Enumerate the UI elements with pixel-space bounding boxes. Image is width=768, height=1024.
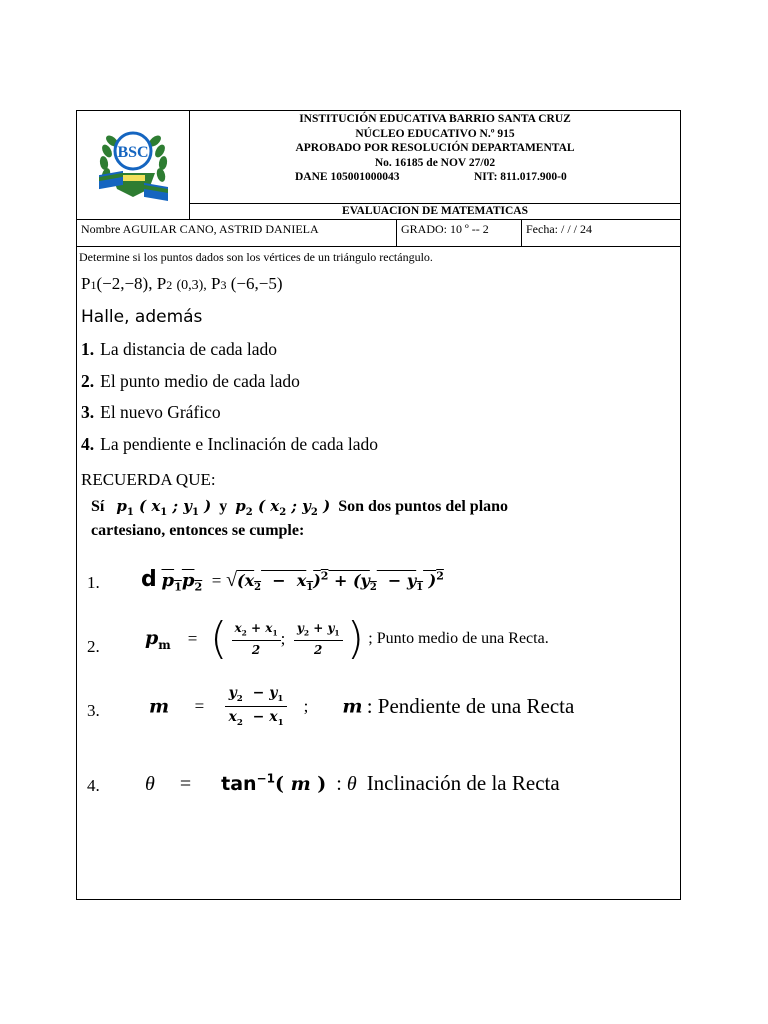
p2-coords: (0,3), bbox=[176, 278, 207, 293]
dane-nit-row bbox=[190, 170, 680, 185]
points-line bbox=[81, 274, 282, 294]
institution-name: INSTITUCIÓN EDUCATIVA BARRIO SANTA CRUZ bbox=[299, 113, 571, 125]
date-field: Fecha: / / / 24 bbox=[526, 222, 592, 236]
p1-sub: 1 bbox=[90, 278, 97, 292]
task-item bbox=[81, 371, 300, 392]
distance-formula bbox=[87, 573, 100, 593]
nit-code: NIT: 811.017.900-0 bbox=[474, 171, 567, 183]
y-word: y bbox=[219, 498, 228, 515]
p2-sub: 2 bbox=[166, 278, 173, 292]
task-number: 2. bbox=[81, 371, 95, 391]
school-logo bbox=[77, 111, 190, 219]
si-word: Sí bbox=[91, 498, 105, 515]
student-info-row bbox=[77, 219, 680, 247]
task-item bbox=[81, 434, 378, 455]
resolution-line: No. 16185 de NOV 27/02 bbox=[374, 156, 496, 169]
definition-line-2: cartesiano, entonces se cumple: bbox=[91, 522, 305, 539]
formula-number: 3. bbox=[87, 701, 100, 720]
midpoint-note: ; Punto medio de una Recta. bbox=[368, 630, 549, 647]
aprobado-line: APROBADO POR RESOLUCIÓN DEPARTAMENTAL bbox=[295, 142, 575, 154]
son-text: Son dos puntos del plano bbox=[338, 498, 509, 515]
nucleo-line: NÚCLEO EDUCATIVO N.º 915 bbox=[355, 127, 515, 140]
point-p1-expr: $p_1$ ( $x_1$ ; $y_1$ ) bbox=[116, 497, 212, 518]
evaluation-sheet bbox=[76, 110, 681, 900]
p2-label: P bbox=[156, 274, 167, 293]
task-number: 3. bbox=[81, 402, 95, 422]
slope-expression: m = $\frac{y_2 - y_1}{x_2 - x_1}$ ; m : Pendiente de una Recta bbox=[149, 685, 575, 728]
p3-label: P bbox=[211, 274, 221, 293]
formula-number: 4. bbox=[87, 776, 100, 795]
instruction-text: Determine si los puntos dados son los vértices de un triángulo rectángulo. bbox=[79, 250, 433, 264]
dane-code: DANE 105001000043 bbox=[295, 171, 400, 183]
logo-letters: BSC bbox=[117, 144, 149, 161]
slope-formula-number bbox=[87, 701, 100, 721]
task-number: 4. bbox=[81, 434, 95, 454]
task-number: 1. bbox=[81, 339, 95, 359]
formula-number: 2. bbox=[87, 637, 100, 656]
task-text: El nuevo Gráfico bbox=[100, 402, 221, 422]
midpoint-expression: $p_m$ = ( $\frac{x_2 + x_1}{2}$ ; $\frac{y_2 + y_1}{2}$ ) ; Punto medio de una Recta. bbox=[145, 613, 549, 664]
task-item bbox=[81, 402, 221, 423]
task-text: El punto medio de cada lado bbox=[100, 371, 300, 391]
inclination-expression: θ = $\tan^{-1}$( m ) : θ Inclinación de la Recta bbox=[145, 771, 560, 795]
p3-coords: (−6,−5) bbox=[230, 274, 283, 293]
task-text: La distancia de cada lado bbox=[100, 339, 277, 359]
p1-label: P bbox=[81, 274, 91, 293]
point-p2-expr: $p_2$ ( $x_2$ ; $y_2$ ) bbox=[235, 497, 331, 518]
formula-number: 1. bbox=[87, 573, 100, 592]
student-name: Nombre AGUILAR CANO, ASTRID DANIELA bbox=[77, 220, 397, 246]
p3-sub: 3 bbox=[220, 278, 227, 292]
inclination-formula-number bbox=[87, 776, 100, 796]
slope-note: : Pendiente de una Recta bbox=[366, 693, 575, 718]
task-text: La pendiente e Inclinación de cada lado bbox=[100, 434, 379, 454]
p1-coords: (−2,−8), bbox=[96, 274, 153, 293]
halle-heading: Halle, además bbox=[81, 307, 203, 327]
task-item bbox=[81, 339, 277, 360]
distance-expression: d $p_1p_2 = √(x_2 - x_1)^2 + (y_2 - y_1$ )$^2$ bbox=[141, 567, 444, 594]
evaluation-title: EVALUACION DE MATEMATICAS bbox=[342, 205, 528, 217]
institution-header bbox=[190, 111, 680, 204]
recuerda-heading: RECUERDA QUE: bbox=[81, 470, 216, 489]
logo-cell bbox=[77, 111, 190, 219]
definition-line-1 bbox=[91, 497, 508, 518]
grade-field: GRADO: 10 º -- 2 bbox=[397, 220, 522, 246]
midpoint-formula-number bbox=[87, 637, 100, 657]
inclination-note: Inclinación de la Recta bbox=[366, 771, 560, 795]
